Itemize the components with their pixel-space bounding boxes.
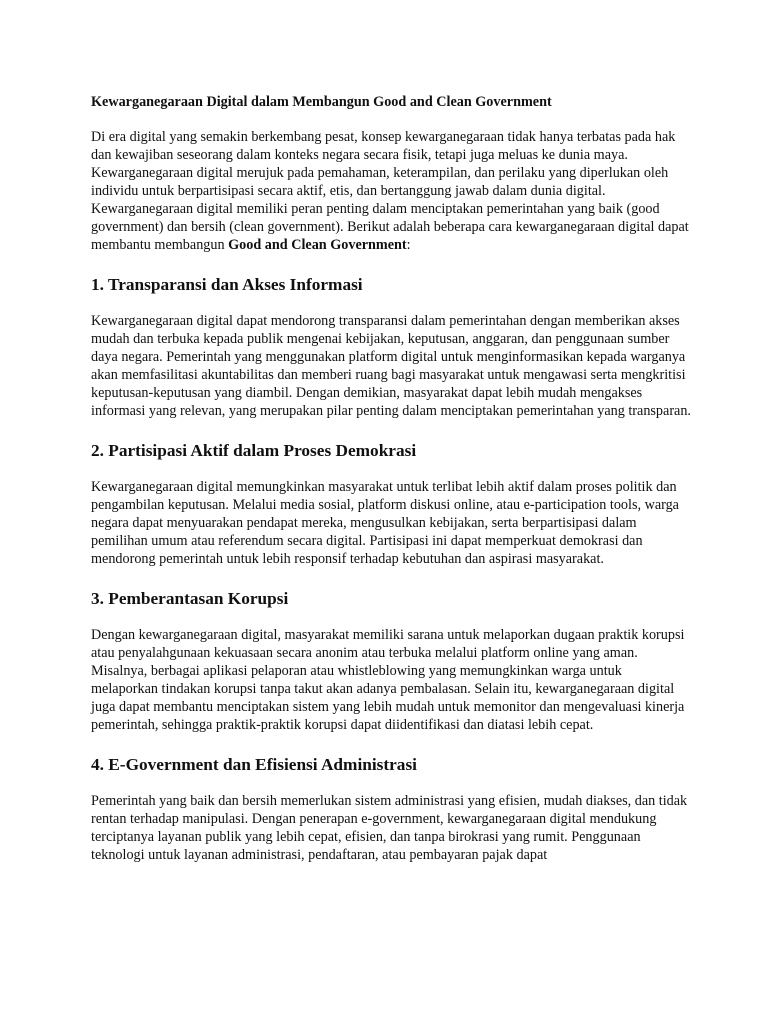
section-body-egovernment: Pemerintah yang baik dan bersih memerlukan sistem administrasi yang efisien, mudah diakses, dan tidak rentan terhadap manipulasi. Dengan penerapan e-government, kewarganegaraan digital mendukung terciptanya layanan publik yang lebih cepat, efisien, dan tanpa birokrasi yang rumit. Penggunaan teknologi untuk layanan administrasi, pendaftaran, atau pembayaran pajak dapat	[91, 793, 688, 863]
intro-paragraph	[91, 128, 691, 254]
document-page	[91, 93, 691, 864]
section-body-partisipasi: Kewarganegaraan digital memungkinkan masyarakat untuk terlibat lebih aktif dalam proses politik dan pengambilan keputusan. Melalui media sosial, platform diskusi online, atau e-participation tools, warga negara dapat menyuarakan pendapat mereka, mengusulkan kebijakan, serta berpartisipasi dalam pemilihan umum atau referendum secara digital. Partisipasi ini dapat memperkuat demokrasi dan mendorong pemerintah untuk lebih responsif terhadap kebutuhan dan aspirasi masyarakat.	[91, 479, 679, 567]
intro-bold-text: Good and Clean Government	[228, 237, 407, 253]
section-heading-korupsi: 3. Pemberantasan Korupsi	[91, 589, 289, 608]
section-body-transparansi: Kewarganegaraan digital dapat mendorong transparansi dalam pemerintahan dengan memberikan akses mudah dan terbuka kepada publik mengenai kebijakan, keputusan, anggaran, dan penggunaan sumber daya negara. Pemerintah yang menggunakan platform digital untuk menginformasikan kepada warganya akan memfasilitasi akuntabilitas dan memberi ruang bagi masyarakat untuk mengawasi serta mengkritisi keputusan-keputusan yang diambil. Dengan demikian, masyarakat dapat lebih mudah mengakses informasi yang relevan, yang merupakan pilar penting dalam menciptakan pemerintahan yang transparan.	[91, 313, 691, 419]
section-heading-transparansi: 1. Transparansi dan Akses Informasi	[91, 275, 363, 294]
intro-text-end: :	[406, 237, 411, 253]
intro-text: Di era digital yang semakin berkembang pesat, konsep kewarganegaraan tidak hanya terbatas pada hak dan kewajiban seseorang dalam konteks negara secara fisik, tetapi juga meluas ke dunia maya. Kewarganegaraan digital merujuk pada pemahaman, keterampilan, dan perilaku yang diperlukan oleh individu untuk berpartisipasi secara aktif, etis, dan bertanggung jawab dalam dunia digital. Kewarganegaraan digital memiliki peran penting dalam menciptakan pemerintahan yang baik (good government) dan bersih (clean government). Berikut adalah beberapa cara kewarganegaraan digital dapat membantu membangun	[91, 129, 689, 253]
section-body-korupsi: Dengan kewarganegaraan digital, masyarakat memiliki sarana untuk melaporkan dugaan praktik korupsi atau penyalahgunaan kekuasaan secara anonim atau terbuka melalui platform online yang aman. Misalnya, berbagai aplikasi pelaporan atau whistleblowing yang memungkinkan warga untuk melaporkan tindakan korupsi tanpa takut akan adanya pembalasan. Selain itu, kewarganegaraan digital juga dapat membantu menciptakan sistem yang lebih mudah untuk memonitor dan mengevaluasi kinerja pemerintah, sehingga praktik-praktik korupsi dapat diidentifikasi dan diatasi lebih cepat.	[91, 627, 685, 733]
section-heading-partisipasi: 2. Partisipasi Aktif dalam Proses Demokrasi	[91, 441, 417, 460]
section-heading-egovernment: 4. E-Government dan Efisiensi Administrasi	[91, 755, 417, 774]
document-title: Kewarganegaraan Digital dalam Membangun Good and Clean Government	[91, 94, 552, 110]
